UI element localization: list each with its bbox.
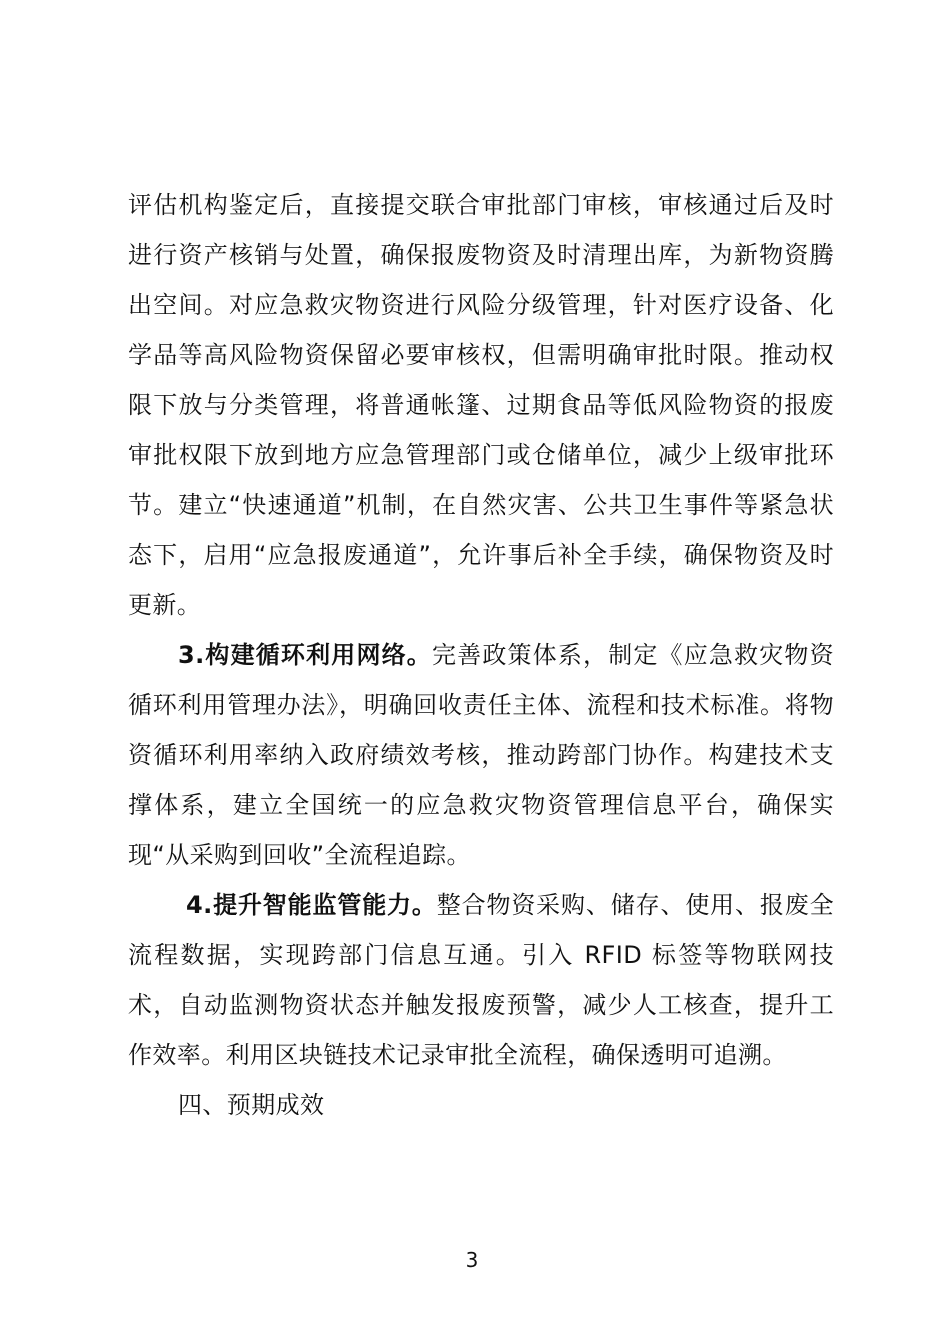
section-3-paragraph — [128, 630, 834, 880]
section-4-body: 整合物资采购、储存、使用、报废全流程数据，实现跨部门信息互通。引入 RFID 标签等物联网技术，自动监测物资状态并触发报废预警，减少人工核查，提升工作效率。利用区块链技术记录审批全流程，确保透明可追溯。 — [128, 891, 834, 1069]
section-4-paragraph — [128, 880, 834, 1080]
document-body — [128, 180, 834, 1130]
section-3-body: 完善政策体系，制定《应急救灾物资循环利用管理办法》，明确回收责任主体、流程和技术标准。将物资循环利用率纳入政府绩效考核，推动跨部门协作。构建技术支撑体系，建立全国统一的应急救灾物资管理信息平台，确保实现“从采购到回收”全流程追踪。 — [128, 641, 834, 869]
section-4-heading: 4.提升智能监管能力。 — [186, 891, 437, 919]
page-number: 3 — [465, 1248, 479, 1272]
paragraph-approval-process: 评估机构鉴定后，直接提交联合审批部门审核，审核通过后及时进行资产核销与处置，确保报废物资及时清理出库，为新物资腾出空间。对应急救灾物资进行风险分级管理，针对医疗设备、化学品等高风险物资保留必要审核权，但需明确审批时限。推动权限下放与分类管理，将普通帐篷、过期食品等低风险物资的报废审批权限下放到地方应急管理部门或仓储单位，减少上级审批环节。建立“快速通道”机制，在自然灾害、公共卫生事件等紧急状态下，启用“应急报废通道”，允许事后补全手续，确保物资及时更新。 — [128, 191, 834, 619]
chapter-heading: 四、预期成效 — [178, 1091, 325, 1119]
section-3-heading: 3.构建循环利用网络。 — [178, 641, 432, 669]
